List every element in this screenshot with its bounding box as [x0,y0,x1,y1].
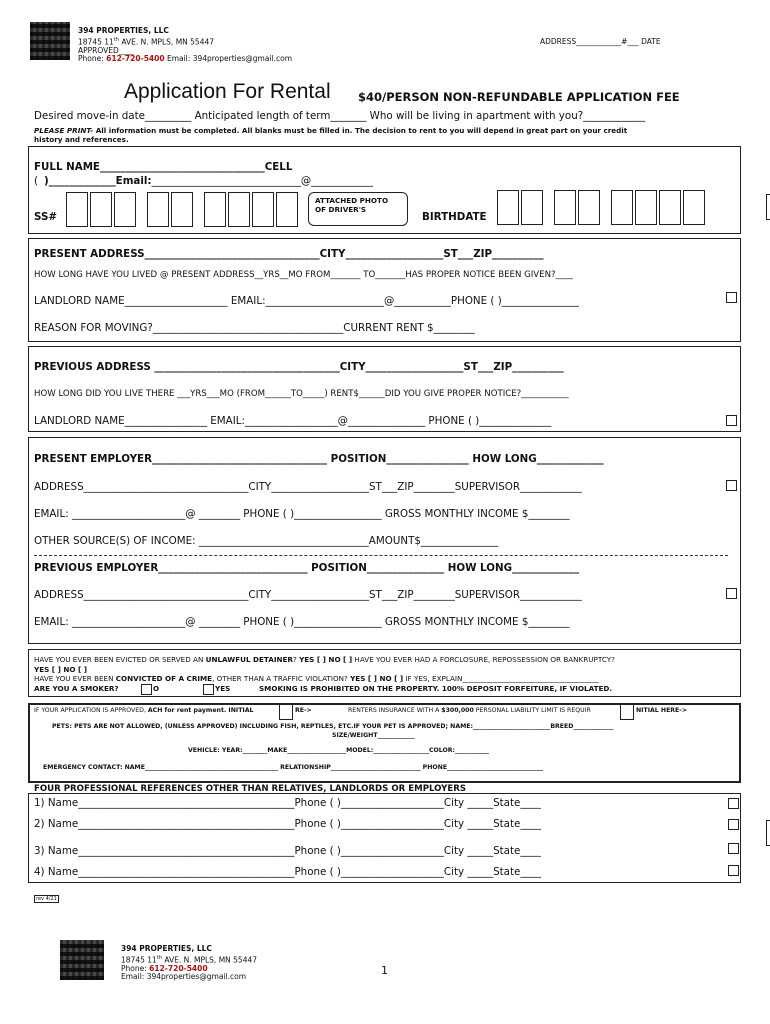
birthdate-box-3[interactable] [554,190,576,225]
birthdate-box-1[interactable] [497,190,519,225]
ach-initial-box[interactable] [279,704,293,720]
smoker-no-label: O [153,684,160,693]
footer-company-email: Email: 394properties@gmail.com [121,972,247,982]
previous-address-title[interactable]: PREVIOUS ADDRESS ____________________________________CITY___________________ST___ZIP__________ [34,361,564,373]
previous-landlord-checkbox[interactable] [726,415,737,426]
crime-question[interactable]: HAVE YOU EVER BEEN CONVICTED OF A CRIME, OTHER THAN A TRAFFIC VIOLATION? YES [ ] NO [ ] IF YES, EXPLAIN______________________________________ [34,674,599,683]
ssn-label: SS# [34,211,57,223]
pet-size-line[interactable]: SIZE/WEIGHT____________ [332,732,415,739]
reference-checkbox-1[interactable] [728,798,739,809]
company-name: 394 PROPERTIES, LLC [78,26,169,35]
birthdate-box-4[interactable] [578,190,600,225]
margin-tab-mark [766,194,770,220]
previous-employer-email[interactable]: EMAIL: ______________________@ ________ PHONE ( )_________________ GROSS MONTHLY INCOME $________ [34,616,570,628]
top-right-fields[interactable]: ADDRESS____________#___ DATE [540,37,661,46]
company-logo [30,22,70,60]
footer-logo [60,940,104,980]
company-address: 18745 11th AVE. N. MPLS, MN 55447 [78,36,215,47]
ssn-box-6[interactable] [204,192,226,227]
company-contact: Phone: 612-720-5400 Email: 394properties@gmail.com [78,54,293,64]
present-address-title[interactable]: PRESENT ADDRESS__________________________________CITY___________________ST___ZIP__________ [34,248,544,260]
pets-line[interactable]: PETS: PETS ARE NOT ALLOWED, (UNLESS APPROVED) INCLUDING FISH, REPTILES, ETC.IF YOUR PET IS APPROVED; NAME:_________________________BREED_____________ [52,723,614,730]
references-title: FOUR PROFESSIONAL REFERENCES OTHER THAN RELATIVES, LANDLORDS OR EMPLOYERS [34,784,467,794]
reference-checkbox-2[interactable] [728,819,739,830]
ssn-box-1[interactable] [66,192,88,227]
smoker-yes-checkbox[interactable] [203,684,214,695]
birthdate-box-6[interactable] [635,190,657,225]
emergency-contact-line[interactable]: EMERGENCY CONTACT: NAME___________________________________________ RELATIONSHIP_____________________________ PHONE_______________________________ [43,764,543,771]
previous-address-duration[interactable]: HOW LONG DID YOU LIVE THERE ___YRS___MO (FROM______TO_____) RENT$______DID YOU GIVE PROPER NOTICE?___________ [34,389,569,399]
photo-box[interactable]: ATTACHED PHOTO OF DRIVER'S [308,192,408,226]
ssn-box-5[interactable] [171,192,193,227]
previous-employer-line[interactable]: PREVIOUS EMPLOYER_____________________________ POSITION_______________ HOW LONG_____________ [34,562,579,574]
present-landlord-checkbox[interactable] [726,292,737,303]
ssn-box-3[interactable] [114,192,136,227]
ssn-box-8[interactable] [252,192,274,227]
birthdate-box-8[interactable] [683,190,705,225]
previous-employer-checkbox[interactable] [726,588,737,599]
reference-row-2[interactable]: 2) Name__________________________________________Phone ( )____________________City _____State____ [34,818,541,830]
movein-line[interactable]: Desired move-in date_________ Anticipated length of term_______ Who will be living in apartment with you?____________ [34,110,645,122]
footer-company-phone: Phone: 612-720-5400 [121,963,208,973]
ssn-box-9[interactable] [276,192,298,227]
reason-for-moving-line[interactable]: REASON FOR MOVING?_____________________________________CURRENT RENT $________ [34,322,475,334]
insurance-line: RENTERS INSURANCE WITH A $300,000 PERSONAL LIABILITY LIMIT IS REQUIR [348,707,591,714]
page-number: 1 [381,964,388,977]
present-employer-address[interactable]: ADDRESS________________________________CITY___________________ST___ZIP________SUPERVISOR____________ [34,481,582,493]
ssn-box-4[interactable] [147,192,169,227]
footer-company-name: 394 PROPERTIES, LLC [121,944,212,953]
revision-tag: rev 4/21 [36,896,57,902]
present-employer-checkbox[interactable] [726,480,737,491]
eviction-question[interactable]: HAVE YOU EVER BEEN EVICTED OR SERVED AN UNLAWFUL DETAINER? YES [ ] NO [ ] HAVE YOU EVER HAD A FORCLOSURE, REPOSSESSION OR BANKRUPTCY? [34,655,615,664]
reference-row-1[interactable]: 1) Name__________________________________________Phone ( )____________________City _____State____ [34,797,541,809]
reference-row-4[interactable]: 4) Name__________________________________________Phone ( )____________________City _____State____ [34,866,541,878]
ssn-box-7[interactable] [228,192,250,227]
previous-landlord-line[interactable]: LANDLORD NAME________________ EMAIL:__________________@_______________ PHONE ( )______________ [34,415,552,427]
reference-checkbox-3[interactable] [728,843,739,854]
footer-company [121,945,257,982]
smoker-no-checkbox[interactable] [141,684,152,695]
birthdate-box-2[interactable] [521,190,543,225]
smoker-question: ARE YOU A SMOKER? [34,684,119,693]
reference-checkbox-4[interactable] [728,865,739,876]
smoker-yes-label: YES [215,684,231,693]
birthdate-box-7[interactable] [659,190,681,225]
present-address-duration[interactable]: HOW LONG HAVE YOU LIVED @ PRESENT ADDRESS__YRS__MO FROM_______ TO_______HAS PROPER NOTICE BEEN GIVEN?____ [34,270,573,280]
page-title: Application For Rental [124,80,331,103]
present-landlord-line[interactable]: LANDLORD NAME____________________ EMAIL:_______________________@___________PHONE ( )_______________ [34,295,579,307]
employment-divider [34,555,728,556]
insurance-initial-label: NITIAL HERE-> [636,707,688,714]
birthdate-label: BIRTHDATE [422,211,487,223]
application-fee: $40/PERSON NON-REFUNDABLE APPLICATION FEE [358,90,680,104]
margin-tab-mark [766,820,770,846]
approved-line: APPROVED____ [78,45,134,55]
full-name-line[interactable]: FULL NAME________________________________CELL [34,161,293,173]
ssn-box-2[interactable] [90,192,112,227]
reference-row-3[interactable]: 3) Name__________________________________________Phone ( )____________________City _____State____ [34,845,541,857]
present-employer-email[interactable]: EMAIL: ______________________@ ________ PHONE ( )_________________ GROSS MONTHLY INCOME $________ [34,508,570,520]
insurance-initial-box[interactable] [620,704,634,720]
cell-email-line[interactable]: ( )_____________Email:_____________________________@____________ [34,175,373,187]
footer-company-address: 18745 11th AVE. N. MPLS, MN 55447 [121,954,258,965]
present-employer-line[interactable]: PRESENT EMPLOYER__________________________________ POSITION________________ HOW LONG_____________ [34,453,604,465]
birthdate-box-5[interactable] [611,190,633,225]
company-header [78,27,292,64]
approval-section [28,703,741,783]
vehicle-line[interactable]: VEHICLE: YEAR:________MAKE___________________MODEL:__________________COLOR:___________ [188,747,490,754]
other-income-line[interactable]: OTHER SOURCE(S) OF INCOME: _________________________________AMOUNT$_______________ [34,535,499,547]
foreclosure-answer[interactable]: YES [ ] NO [ ] [34,665,88,674]
previous-employer-address[interactable]: ADDRESS________________________________CITY___________________ST___ZIP________SUPERVISOR____________ [34,589,582,601]
approval-line: IF YOUR APPLICATION IS APPROVED, ACH for rent payment. INITIAL [34,707,254,714]
print-note: PLEASE PRINT- All information must be completed. All blanks must be filled in. The decision to rent to you will depend in great part on your credit history and references. [34,126,628,144]
smoking-policy: SMOKING IS PROHIBITED ON THE PROPERTY. 100% DEPOSIT FORFEITURE, IF VIOLATED. [259,684,613,693]
ach-initial-label: RE-> [295,707,312,714]
